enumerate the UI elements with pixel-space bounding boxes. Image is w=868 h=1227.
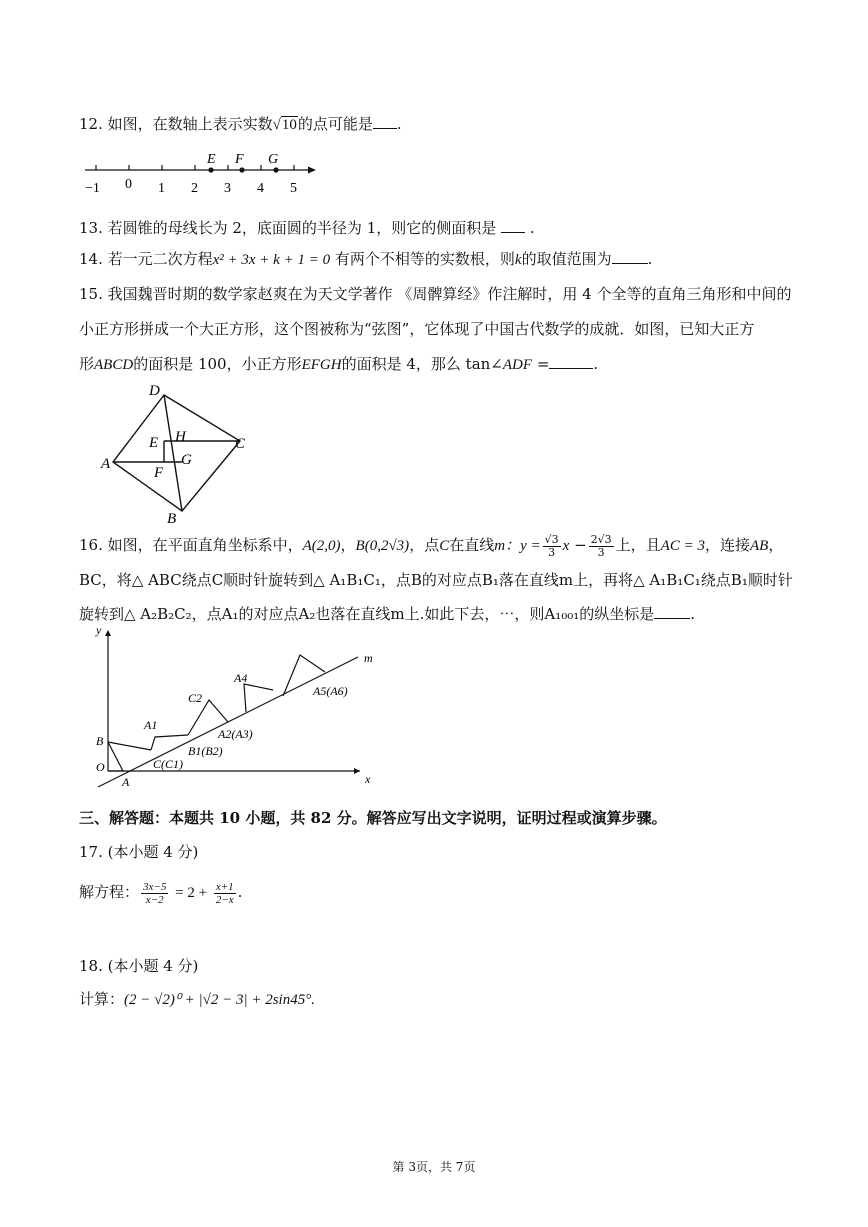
point-label: A1 [144, 718, 158, 732]
q18-title: 18. (本小题 4 分) [79, 957, 199, 975]
point-label: G [268, 152, 279, 167]
tick-label: 0 [125, 177, 132, 192]
point-label: B1(B2) [188, 744, 223, 758]
tick-label: 1 [158, 181, 165, 196]
point-label: C(C1) [153, 757, 183, 771]
q15-line1: 15. 我国魏晋时期的数学家赵爽在为天文学著作 《周髀算经》作注解时，用 4 个全等的直角三角形和中间的 [79, 285, 792, 303]
axis-label: x [365, 772, 371, 786]
q17-title: 17. (本小题 4 分) [79, 843, 199, 861]
point-label: A5(A6) [313, 684, 348, 698]
q15-line3: 形ABCD的面积是 100，小正方形EFGH的面积是 4，那么 tan∠ADF = . [79, 355, 599, 373]
point-g [273, 167, 278, 172]
point-label: E [207, 152, 216, 167]
number-line-figure [80, 148, 325, 198]
q15-line2: 小正方形拼成一个大正方形，这个图被称为“弦图”，它体现了中国古代数学的成就．如图，已知大正方 [79, 320, 755, 338]
point-label: F [235, 152, 244, 167]
page-footer: 第 3页，共 7页 [392, 1160, 476, 1174]
tick-label: 5 [290, 181, 297, 196]
q18-expression: 计算：(2 − √2)⁰ + |√2 − 3| + 2sin45°. [79, 990, 315, 1008]
point-label: A4 [234, 671, 248, 685]
q14-text: 14. 若一元二次方程x² + 3x + k + 1 = 0 有两个不相等的实数根，则k的取值范围为 . [79, 250, 653, 268]
vertex-label: G [181, 452, 192, 468]
tick-label: 2 [191, 181, 198, 196]
line-label: m [364, 651, 373, 665]
point-label: C2 [188, 691, 203, 705]
point-f [239, 167, 244, 172]
vertex-label: E [149, 435, 159, 451]
q16-line1: 16. 如图，在平面直角坐标系中，A(2,0)，B(0,2√3)，点C在直线m：y = $\frac{√3}{3}$ x − $\frac{2√3}{3}$ 上，且AC = 3，连接AB， [79, 532, 784, 559]
origin-label: O [96, 760, 105, 774]
section-heading: 三、解答题：本题共 10 小题，共 82 分。解答应写出文字说明，证明过程或演算步骤。 [79, 809, 667, 827]
vertex-label: C [235, 436, 246, 452]
rotation-figure [88, 622, 388, 792]
vertex-label: H [175, 429, 186, 445]
axis-label: y [96, 623, 102, 637]
tick-label: −1 [85, 181, 100, 196]
q12-text: 12. 如图，在数轴上表示实数√10的点可能是 . [79, 115, 402, 133]
point-label: B [96, 734, 104, 748]
q17-equation: 解方程： $\frac{3x-5}{x-2}$ = 2 + $\frac{x+1}{2-x}$ . [79, 880, 243, 906]
q16-line2: BC，将△ ABC绕点C顺时针旋转到△ A₁B₁C₁，点B的对应点B₁落在直线m上，再将△ A₁B₁C₁绕点B₁顺时针 [79, 571, 793, 589]
point-e [208, 167, 213, 172]
q16-line3: 旋转到△ A₂B₂C₂，点A₁的对应点A₂也落在直线m上.如此下去，⋯，则A₁₀₀₁的纵坐标是 . [79, 605, 696, 623]
tick-label: 3 [224, 181, 231, 196]
vertex-label: B [167, 511, 177, 527]
tick-label: 4 [257, 181, 264, 196]
vertex-label: A [101, 456, 111, 472]
point-label: A2(A3) [218, 727, 253, 741]
vertex-label: F [154, 465, 164, 481]
xian-figure [95, 378, 265, 528]
q13-text: 13. 若圆锥的母线长为 2，底面圆的半径为 1，则它的侧面积是 . [79, 219, 535, 237]
point-label: A [122, 775, 130, 789]
vertex-label: D [149, 383, 160, 399]
